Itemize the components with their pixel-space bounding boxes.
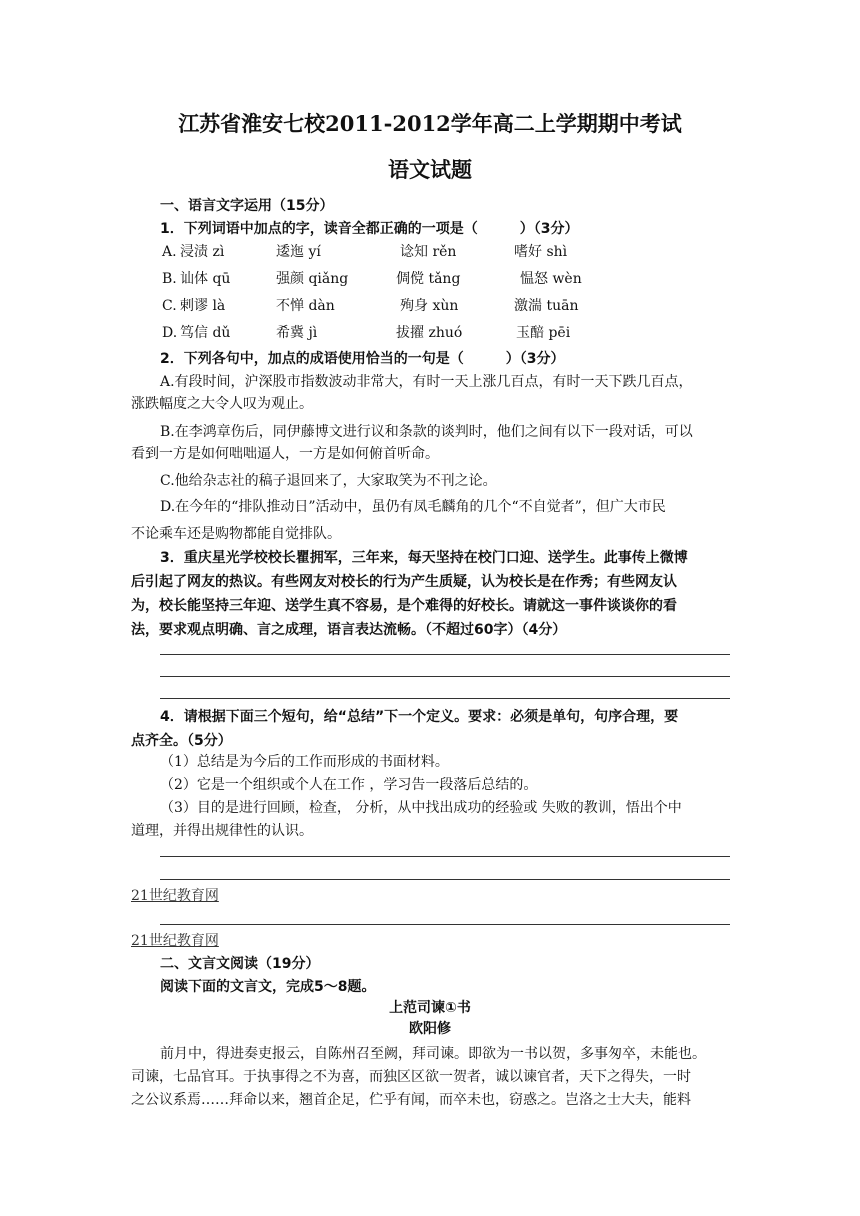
section-1-heading: 一、语言文字运用（15分） [160, 198, 334, 214]
option-item: 愠怒 wèn [520, 271, 582, 287]
option-item: 强颜 qiǎng [276, 271, 349, 287]
q3-line4: 法，要求观点明确、言之成理，语言表达流畅。（不超过60字）（4分） [131, 622, 567, 638]
q2-option-c: C.他给杂志社的稿子退回来了，大家取笑为不刊之论。 [160, 473, 497, 489]
q2-option-b-line2: 看到一方是如何咄咄逼人，一方是如何俯首听命。 [131, 446, 439, 462]
option-item: 殉身 xùn [400, 298, 459, 314]
option-item: 拔擢 zhuó [396, 325, 463, 341]
q1-option-a [162, 242, 567, 262]
option-item: 剌谬 là [180, 298, 226, 314]
q1-option-d [162, 323, 570, 343]
q4-sentence-2: （2）它是一个组织或个人在工作 ，学习告一段落后总结的。 [160, 777, 538, 793]
option-item: 逶迤 yí [276, 244, 321, 260]
option-item: 讪体 qū [180, 271, 231, 287]
q4-line2: 点齐全。（5分） [131, 733, 232, 749]
answer-line[interactable] [160, 654, 730, 655]
option-label: C. [162, 298, 177, 314]
q2-option-b-line1: B.在李鸿章伤后，同伊藤博文进行议和条款的谈判时，他们之间有以下一段对话，可以 [160, 424, 693, 440]
passage-line: 司谏，七品官耳。于执事得之不为喜，而独区区欲一贺者，诚以谏官者，天下之得失，一时 [131, 1069, 691, 1085]
answer-line[interactable] [160, 924, 730, 925]
q4-sentence-3: （3）目的是进行回顾，检查， 分析，从中找出成功的经验或 失败的教训，悟出个中 [160, 800, 682, 816]
option-item: 希冀 jì [276, 325, 318, 341]
q4-sentence-1: （1）总结是为今后的工作而形成的书面材料。 [160, 754, 449, 770]
q3-line2: 后引起了网友的热议。有些网友对校长的行为产生质疑，认为校长是在作秀；有些网友认 [131, 574, 677, 590]
passage-title: 上范司谏①书 [389, 1000, 471, 1016]
passage-line: 之公议系焉……拜命以来，翘首企足，伫乎有闻，而卒未也，窃惑之。岂洛之士大夫，能料 [131, 1092, 691, 1108]
q3-line1: 3．重庆星光学校校长瞿拥军，三年来，每天坚持在校门口迎、送学生。此事传上微博 [160, 550, 688, 566]
option-item: 浸渍 zì [180, 244, 225, 260]
passage-author: 欧阳修 [409, 1021, 451, 1037]
q2-option-a-line1: A.有段时间，沪深股市指数波动非常大，有时一天上涨几百点，有时一天下跌几百点， [160, 374, 693, 390]
document-subtitle: 语文试题 [388, 157, 472, 182]
option-item: 嗜好 shì [514, 244, 568, 260]
option-item: 不惮 dàn [276, 298, 335, 314]
q1-option-b [162, 269, 582, 289]
option-item: 谂知 rěn [400, 244, 457, 260]
watermark-link[interactable]: 21世纪教育网 [131, 933, 219, 949]
q2-stem: 2．下列各句中，加点的成语使用恰当的一句是（ ）（3分） [160, 351, 565, 367]
option-label: A. [162, 244, 177, 260]
q3-line3: 为，校长能坚持三年迎、送学生真不容易，是个难得的好校长。请就这一事件谈谈你的看 [131, 598, 677, 614]
option-label: B. [162, 271, 177, 287]
section-2-instruction: 阅读下面的文言文，完成5～8题。 [160, 979, 376, 995]
option-item: 倜傥 tǎng [396, 271, 461, 287]
answer-line[interactable] [160, 856, 730, 857]
q2-option-d-line1: D.在今年的“排队推动日”活动中，虽仍有凤毛麟角的几个“不自觉者”，但广大市民 [160, 499, 666, 515]
answer-line[interactable] [160, 879, 730, 880]
document-title: 江苏省淮安七校2011-2012学年高二上学期期中考试 [178, 111, 682, 136]
q1-option-c [162, 296, 578, 316]
option-item: 笃信 dǔ [180, 325, 231, 341]
passage-line: 前月中，得进奏吏报云，自陈州召至阙，拜司谏。即欲为一书以贺，多事匆卒，未能也。 [160, 1046, 706, 1062]
option-label: D. [162, 325, 178, 341]
section-2-heading: 二、文言文阅读（19分） [160, 956, 320, 972]
q4-line1: 4．请根据下面三个短句，给“总结”下一个定义。要求：必须是单句，句序合理，要 [160, 709, 679, 725]
q2-option-d-line2: 不论乘车还是购物都能自觉排队。 [131, 526, 341, 542]
watermark-link[interactable]: 21世纪教育网 [131, 888, 219, 904]
q1-stem: 1．下列词语中加点的字，读音全都正确的一项是（ ）（3分） [160, 221, 579, 237]
option-item: 激湍 tuān [514, 298, 579, 314]
q2-option-a-line2: 涨跌幅度之大令人叹为观止。 [131, 396, 313, 412]
q4-sentence-3-cont: 道理，并得出规律性的认识。 [131, 823, 313, 839]
option-item: 玉醅 pēi [516, 325, 571, 341]
answer-line[interactable] [160, 698, 730, 699]
answer-line[interactable] [160, 676, 730, 677]
